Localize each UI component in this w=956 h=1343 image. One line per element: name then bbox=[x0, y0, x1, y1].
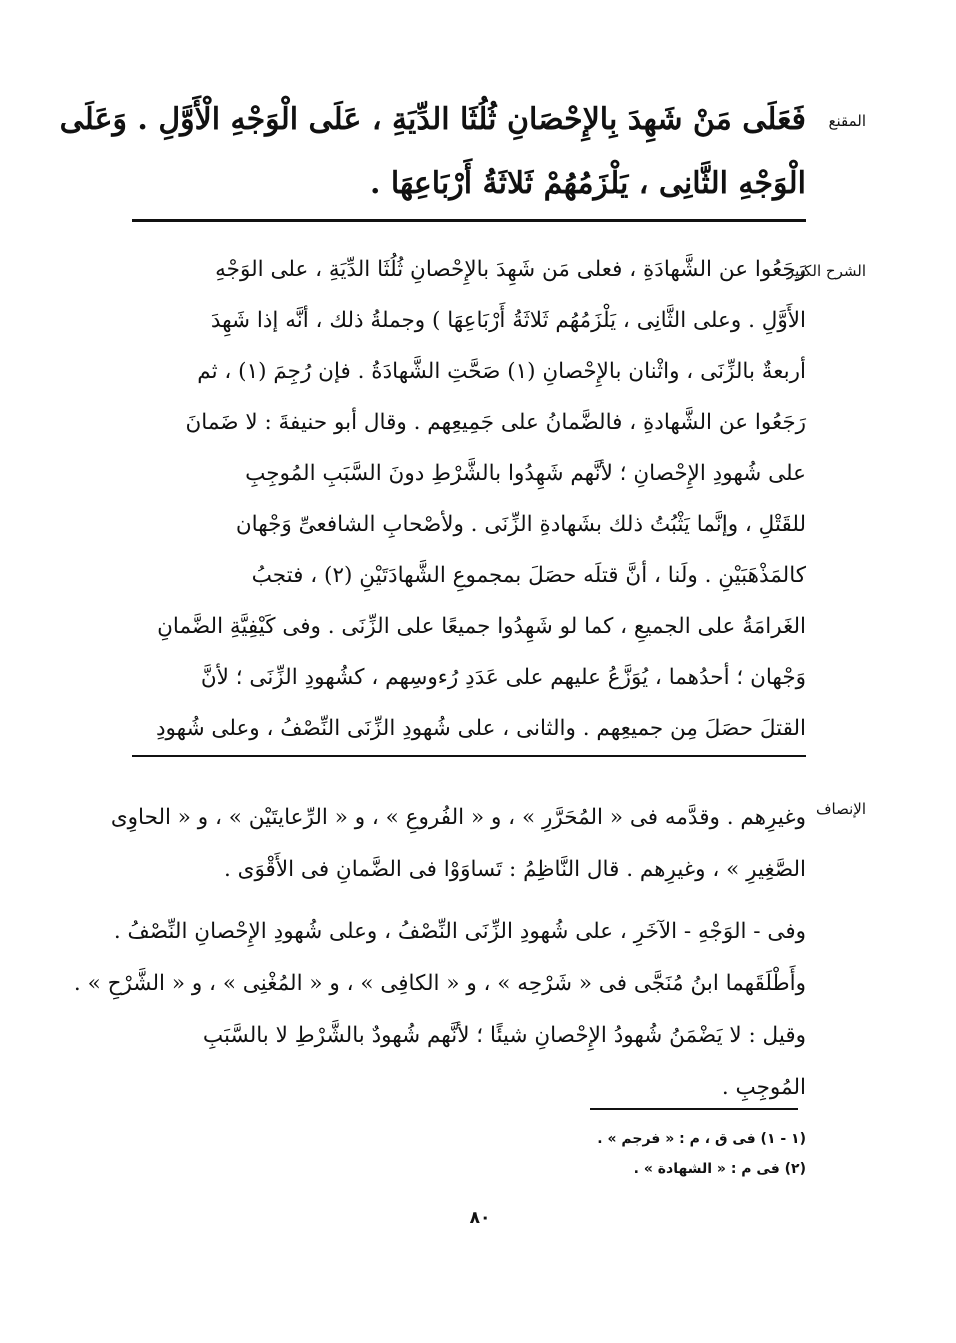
section-label-sharh: الشرح الكبير bbox=[786, 262, 866, 280]
sharh-line: كالمَذْهَبَيْنِ . ولَنا ، أنَّ قتلَه حصَلَ بمجموعِ الشَّهادَتَيْنِ (٢) ، فتجبُ bbox=[251, 563, 806, 588]
sharh-line: أربعةٌ بالزِّنَى ، واثْنان بالإِحْصانِ (١) صَحَّتِ الشَّهادَةُ . فإن رُجِمَ (١) ، ثم bbox=[197, 359, 806, 384]
sharh-line: رَجَعُوا عن الشَّهادَةِ ، فعلى مَن شَهِدَ بالإِحْصانِ ثُلُثَا الدِّيَةِ ، على الوَجْهِ bbox=[215, 257, 806, 282]
muqni-line: فَعَلَى مَنْ شَهِدَ بِالإِحْصَانِ ثُلُثَا الدِّيَةِ ، عَلَى الْوَجْهِ الْأَوَّلِ . وَعَلَى bbox=[59, 102, 806, 137]
sharh-line: وَجْهان ؛ أحدُهما ، يُوَزَّعُ عليهم على عَدَدِ رُءوسِهم ، كشُهودِ الزِّنَى ؛ لأنَّ bbox=[200, 665, 806, 690]
insaf-line: المُوجِبِ . bbox=[721, 1075, 806, 1100]
sharh-line: على شُهودِ الإِحْصانِ ؛ لأنَّهم شَهِدُوا بالشَّرْطِ دونَ السَّبَبِ المُوجِبِ bbox=[245, 461, 806, 486]
section-label-muqni: المقنع bbox=[828, 112, 866, 130]
sharh-text bbox=[136, 244, 806, 754]
footnote-divider bbox=[590, 1108, 798, 1110]
footnote: (١ - ١) فى ق ، م : « فرجم » . bbox=[597, 1131, 806, 1147]
insaf-line: وأَطْلَقَهما ابنُ مُنَجَّى فى « شَرْحِه » ، و « الكافِى » ، و « المُغْنِى » ، و « الشَّرْحِ » . bbox=[73, 971, 806, 996]
section-divider-thick bbox=[132, 219, 806, 222]
insaf-text bbox=[73, 792, 806, 1114]
sharh-line: الغَرامَةُ على الجميعِ ، كما لو شَهِدُوا جميعًا على الزِّنَى . وفى كَيْفِيَّةِ الضَّمانِ bbox=[157, 614, 806, 639]
section-divider-thin bbox=[132, 755, 806, 757]
muqni-line: الْوَجْهِ الثَّانِى ، يَلْزَمُهُمْ ثَلاثَةُ أَرْبَاعِهَا . bbox=[370, 166, 806, 201]
sharh-line: رَجَعُوا عن الشَّهادةِ ، فالضَّمانُ على جَمِيعِهم . وقال أبو حنيفةَ : لا ضَمانَ bbox=[185, 410, 806, 435]
insaf-line: وقيل : لا يَضْمَنُ شُهودُ الإِحْصانِ شيئًا ؛ لأنَّهم شُهودٌ بالشَّرْطِ لا بالسَّبَبِ bbox=[202, 1023, 806, 1048]
footnote: (٢) فى م : « الشهادة » . bbox=[633, 1161, 806, 1177]
section-label-insaf: الإنصاف bbox=[815, 800, 866, 818]
muqni-text bbox=[59, 88, 806, 216]
sharh-line: للقَتْلِ ، وإنَّما يَثْبُتُ ذلك بشَهادةِ الزِّنَى . ولأصْحابِ الشافعىِّ وَجْهان bbox=[235, 512, 806, 537]
sharh-line: القتلَ حصَلَ مِن جميعِهم . والثانى ، على شُهودِ الزِّنَى النِّصْفُ ، وعلى شُهودِ bbox=[155, 716, 806, 741]
sharh-line: الأَوَّلِ . وعلى الثَّانِى ، يَلْزَمُهُم ثَلاثَةُ أَرْبَاعِهَا ) وجملةُ ذلك ، أنَّه إذا شَهِدَ bbox=[210, 308, 806, 333]
page-number: ٨٠ bbox=[469, 1208, 491, 1228]
paragraph-gap bbox=[136, 896, 806, 906]
footnotes bbox=[406, 1124, 806, 1184]
insaf-line: وفى - الوَجْهِ - الآخَرِ ، على شُهودِ الزِّنَى النِّصْفُ ، وعلى شُهودِ الإِحْصانِ النِّصْفُ . bbox=[113, 919, 806, 944]
insaf-line: الصَّغِيرِ » ، وغيرِهم . قال النَّاظِمُ : تَساوَوْا فى الضَّمانِ فى الأَقْوَى . bbox=[223, 857, 806, 882]
insaf-line: وغيرِهم . وقدَّمه فى « المُحَرَّرِ » ، و « الفُروعِ » ، و « الرِّعايتَيْن » ، و « الحاوِى bbox=[110, 805, 806, 830]
